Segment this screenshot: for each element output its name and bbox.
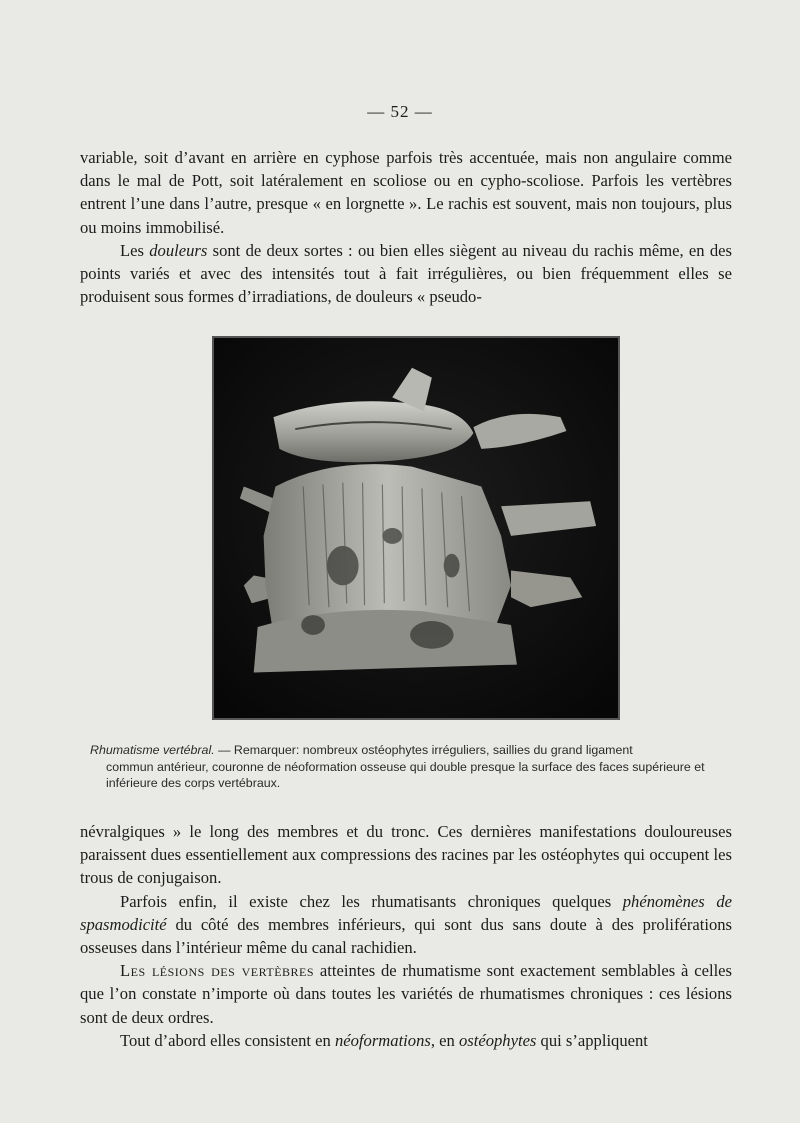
text-run: , en bbox=[430, 1030, 459, 1050]
caption-text-continued: commun antérieur, couronne de néoformation osseuse qui double presque la surface des faces supérieure et inférieure des corps vertébraux. bbox=[106, 759, 705, 790]
emphasis-text: néoformations bbox=[334, 1030, 431, 1050]
paragraph bbox=[80, 239, 732, 309]
emphasis-text: phénomènes de spasmodicité bbox=[80, 891, 732, 934]
paragraph: variable, soit d’avant en arrière en cyphose parfois très accentuée, mais non angulaire comme dans le mal de Pott, soit latéralement en scoliose ou en cypho-scoliose. Parfois les vertèbres entrent l’une dans l’autre, presque « en lorgnette ». Le rachis est souvent, mais non toujours, plus ou moins immobilisé. bbox=[80, 148, 732, 237]
top-text-block bbox=[80, 146, 732, 308]
figure-caption bbox=[90, 742, 750, 792]
text-run: sont de deux sortes : ou bien elles siègent au niveau du rachis même, en des points variés et avec des intensités tout à fait irrégulières, ou bien fréquemment elles se produisent sous formes d’irradiations, de douleurs « pseudo- bbox=[80, 240, 732, 307]
text-run: Les bbox=[120, 240, 150, 260]
bottom-text-block bbox=[80, 820, 732, 1052]
vertebra-illustration bbox=[214, 338, 618, 718]
text-run: atteintes de rhumatisme sont exactement semblables à celles que l’on constate n’importe où dans toutes les variétés de rhumatismes chroniques : ces lésions sont de deux ordres. bbox=[80, 961, 732, 1027]
caption-text: — Remarquer: nombreux ostéophytes irréguliers, saillies du grand ligament bbox=[214, 743, 633, 757]
text-run: Parfois enfin, il existe chez les rhumatisants chroniques quelques bbox=[120, 891, 623, 911]
text-run: Tout d’abord elles consistent en bbox=[120, 1030, 335, 1050]
text-run: qui s’appliquent bbox=[536, 1030, 648, 1050]
small-caps-text: Les lésions des vertèbres bbox=[120, 961, 315, 981]
emphasis-text: douleurs bbox=[149, 240, 208, 260]
vertebra-photograph bbox=[212, 336, 620, 720]
caption-title: Rhumatisme vertébral. bbox=[90, 743, 215, 757]
emphasis-text: ostéophytes bbox=[458, 1030, 537, 1050]
page-number: — 52 — bbox=[367, 102, 433, 121]
paragraph: névralgiques » le long des membres et du tronc. Ces dernières manifestations douloureuses paraissent dues essentiellement aux compressions des racines par les ostéophytes qui occupent les trous de conjugaison. bbox=[80, 822, 732, 888]
text-run: du côté des membres inférieurs, qui sont dus sans doute à des proliférations osseuses dans l’intérieur même du canal rachidien. bbox=[80, 914, 732, 958]
paragraph bbox=[80, 890, 732, 960]
paragraph bbox=[80, 1029, 732, 1052]
paragraph bbox=[80, 959, 732, 1029]
